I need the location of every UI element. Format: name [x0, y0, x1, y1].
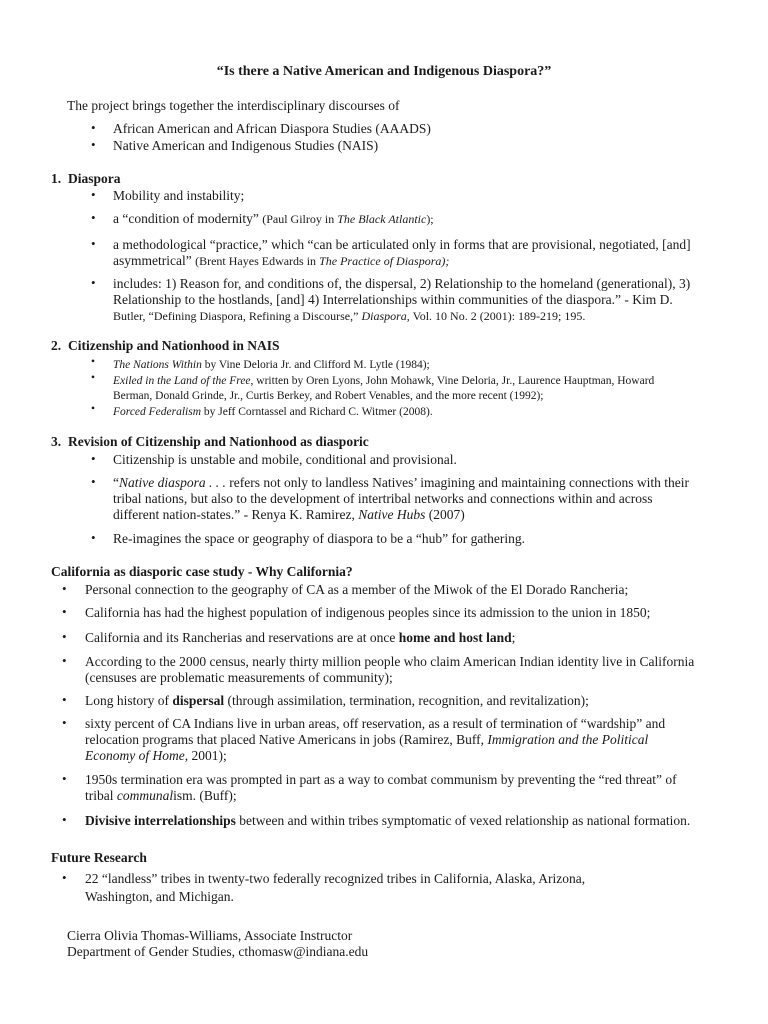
section-3-heading: 3. Revision of Citizenship and Nationhood as diasporic	[51, 434, 369, 449]
intro-item-aaads: African American and African Diaspora Studies (AAADS)	[113, 121, 431, 136]
ca-bullet-population: California has had the highest population of indigenous peoples since its admission to the union in 1850;	[85, 605, 651, 620]
bullet: •	[91, 372, 96, 384]
section-1-heading: 1. Diaspora	[51, 171, 121, 186]
bullet: •	[62, 771, 67, 786]
department-line: Department of Gender Studies, cthomasw@indiana.edu	[67, 944, 369, 959]
ca-bullet-urban-line1: sixty percent of CA Indians live in urban areas, off reservation, as a result of termination of “wardship” and	[85, 716, 666, 731]
bullet: •	[62, 812, 67, 827]
bullet: •	[91, 187, 96, 202]
ca-bullet-termination-line1: 1950s termination era was prompted in part as a way to combat communism by preventing the “red threat” of	[85, 772, 677, 787]
future-research-heading: Future Research	[51, 850, 147, 865]
s2-bullet-exiled-line2: Berman, Donald Grinde, Jr., Curtis Berkey, and Robert Venables, and the more recent (1992);	[113, 390, 544, 402]
future-bullet-line1: 22 “landless” tribes in twenty-two federally recognized tribes in California, Alaska, Arizona,	[85, 871, 586, 886]
ca-bullet-census-line1: According to the 2000 census, nearly thirty million people who claim American Indian identity live in California	[85, 654, 695, 669]
document-title: “Is there a Native American and Indigenous Diaspora?”	[216, 64, 552, 79]
bullet: •	[62, 581, 67, 596]
s1-bullet-practice-line2: asymmetrical” (Brent Hayes Edwards in The Practice of Diaspora);	[113, 253, 450, 268]
s2-bullet-forced-federalism: Forced Federalism by Jeff Corntassel and Richard C. Witmer (2008).	[113, 406, 433, 418]
bullet: •	[62, 653, 67, 668]
s2-bullet-nations-within: The Nations Within by Vine Deloria Jr. and Clifford M. Lytle (1984);	[113, 359, 430, 371]
bullet: •	[91, 120, 96, 135]
bullet: •	[91, 530, 96, 545]
s3-bullet-native-diaspora-line3: different nation-states.” - Renya K. Ramirez, Native Hubs (2007)	[113, 507, 465, 522]
bullet: •	[91, 474, 96, 489]
bullet: •	[62, 692, 67, 707]
ca-bullet-personal: Personal connection to the geography of CA as a member of the Miwok of the El Dorado Rancheria;	[85, 582, 629, 597]
s1-bullet-modernity: a “condition of modernity” (Paul Gilroy in The Black Atlantic);	[113, 211, 434, 226]
ca-bullet-divisive: Divisive interrelationships between and within tribes symptomatic of vexed relationship as national formation.	[85, 813, 691, 828]
bullet: •	[62, 604, 67, 619]
bullet: •	[91, 210, 96, 225]
bullet: •	[91, 356, 96, 368]
s1-bullet-mobility: Mobility and instability;	[113, 188, 245, 203]
bullet: •	[91, 236, 96, 251]
s1-bullet-includes-line3: Butler, “Defining Diaspora, Refining a Discourse,” Diaspora, Vol. 10 No. 2 (2001): 189-219; 195.	[113, 309, 586, 323]
bullet: •	[91, 403, 96, 415]
ca-bullet-dispersal: Long history of dispersal (through assimilation, termination, recognition, and revitalization);	[85, 693, 589, 708]
bullet: •	[91, 137, 96, 152]
s1-bullet-includes-line1: includes: 1) Reason for, and conditions of, the dispersal, 2) Relationship to the homeland (generational), 3)	[113, 276, 691, 291]
author-line: Cierra Olivia Thomas-Williams, Associate Instructor	[67, 928, 353, 943]
ca-bullet-urban-line3: Economy of Home, 2001);	[85, 748, 227, 763]
s3-bullet-native-diaspora-line2: tribal nations, but also to the development of intertribal networks and connections within and across	[113, 491, 653, 506]
ca-bullet-urban-line2: relocation programs that placed Native Americans in jobs (Ramirez, Buff, Immigration and the Political	[85, 732, 649, 747]
s3-bullet-native-diaspora-line1: “Native diaspora . . . refers not only to landless Natives’ imagining and maintaining connections with their	[113, 475, 690, 490]
intro-item-nais: Native American and Indigenous Studies (NAIS)	[113, 138, 379, 153]
bullet: •	[62, 629, 67, 644]
bullet: •	[91, 451, 96, 466]
s2-bullet-exiled-line1: Exiled in the Land of the Free, written by Oren Lyons, John Mohawk, Vine Deloria, Jr., Laurence Hauptman, Howard	[113, 375, 655, 387]
s1-bullet-practice-line1: a methodological “practice,” which “can be articulated only in forms that are provisional, negotiated, [and]	[113, 237, 691, 252]
california-heading: California as diasporic case study - Why California?	[51, 564, 353, 579]
ca-bullet-census-line2: (censuses are problematic measurements of community);	[85, 670, 393, 685]
ca-bullet-termination-line2: tribal communalism. (Buff);	[85, 788, 237, 803]
intro-text: The project brings together the interdisciplinary discourses of	[67, 98, 400, 113]
s3-bullet-citizenship: Citizenship is unstable and mobile, conditional and provisional.	[113, 452, 457, 467]
bullet: •	[62, 715, 67, 730]
ca-bullet-home-host: California and its Rancherias and reservations are at once home and host land;	[85, 630, 516, 645]
future-bullet-line2: Washington, and Michigan.	[85, 889, 234, 904]
bullet: •	[62, 870, 67, 885]
bullet: •	[91, 275, 96, 290]
s1-bullet-includes-line2: Relationship to the hostlands, [and] 4) Interrelationships within communities of the diaspora.” - Kim D.	[113, 292, 673, 307]
s3-bullet-hub: Re-imagines the space or geography of diaspora to be a “hub” for gathering.	[113, 531, 525, 546]
section-2-heading: 2. Citizenship and Nationhood in NAIS	[51, 338, 280, 353]
